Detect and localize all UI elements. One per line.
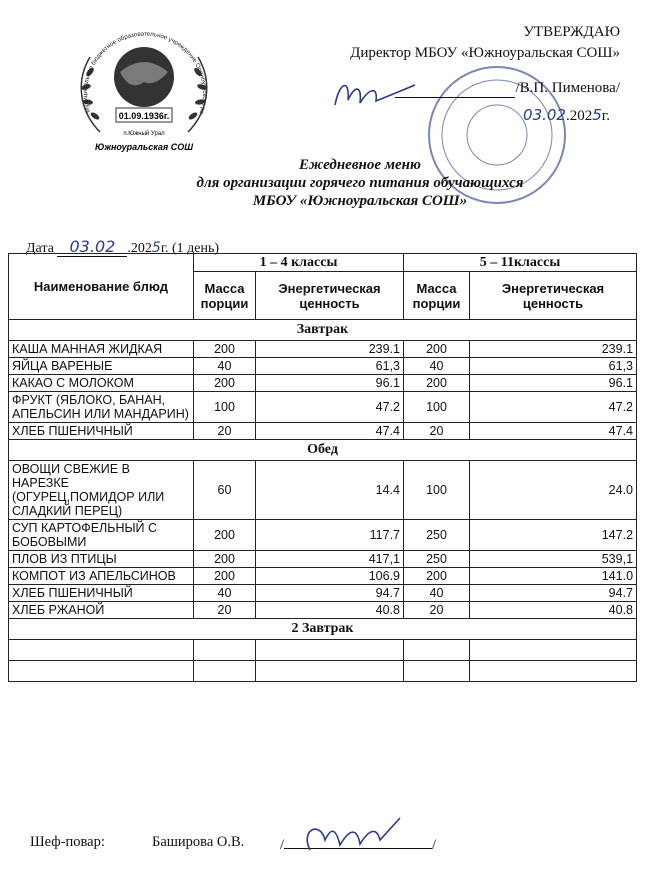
school-logo <box>60 12 228 170</box>
dish-name: ОВОЩИ СВЕЖИЕ В НАРЕЗКЕ (ОГУРЕЦ,ПОМИДОР ИЛИ СЛАДКИЙ ПЕРЕЦ) <box>9 461 194 520</box>
empty-row <box>9 661 637 682</box>
section-title: 2 Завтрак <box>9 619 637 640</box>
energy-5-11: 47.2 <box>470 392 637 423</box>
approval-date-year: .202 <box>565 108 593 124</box>
approval-title: УТВЕРЖДАЮ <box>523 24 620 40</box>
energy-5-11: 94.7 <box>470 585 637 602</box>
chef-name: Баширова О.В. <box>152 834 245 850</box>
sig-close: / <box>432 837 437 853</box>
dish-name: ХЛЕБ ПШЕНИЧНЫЙ <box>9 585 194 602</box>
energy-1-4: 117.7 <box>256 520 404 551</box>
table-row <box>9 461 637 520</box>
energy-5-11: 239.1 <box>470 341 637 358</box>
section-title: Завтрак <box>9 320 637 341</box>
title-line-2: для организации горячего питания обучающихся <box>196 175 524 191</box>
approval-signer: /В.П. Пименова/ <box>515 80 620 96</box>
energy-1-4: 47.4 <box>256 423 404 440</box>
chef-label: Шеф-повар: <box>30 834 105 850</box>
energy-1-4: 96.1 <box>256 375 404 392</box>
mass-5-11: 100 <box>404 392 470 423</box>
table-row <box>9 392 637 423</box>
dish-name: КАКАО С МОЛОКОМ <box>9 375 194 392</box>
dish-name: СУП КАРТОФЕЛЬНЫЙ С БОБОВЫМИ <box>9 520 194 551</box>
header-mass: Масса порции <box>194 272 256 320</box>
mass-5-11: 250 <box>404 551 470 568</box>
energy-5-11: 61,3 <box>470 358 637 375</box>
dish-name: ПЛОВ ИЗ ПТИЦЫ <box>9 551 194 568</box>
approval-date-hand: 03.02 <box>523 106 566 124</box>
header-group-1-4: 1 – 4 классы <box>194 254 404 272</box>
date-hand: 03.02 <box>57 237 127 257</box>
mass-5-11: 250 <box>404 520 470 551</box>
mass-1-4: 60 <box>194 461 256 520</box>
mass-1-4: 40 <box>194 585 256 602</box>
mass-5-11: 100 <box>404 461 470 520</box>
date-label: Дата <box>26 241 54 256</box>
dish-name: ХЛЕБ РЖАНОЙ <box>9 602 194 619</box>
director-signature <box>330 75 420 115</box>
energy-1-4: 14.4 <box>256 461 404 520</box>
svg-text:п.Южный Урал: п.Южный Урал <box>123 131 165 137</box>
empty-cell <box>256 640 404 661</box>
approval-date <box>250 105 610 126</box>
empty-cell <box>404 640 470 661</box>
approval-position: Директор МБОУ «Южноуральская СОШ» <box>350 45 620 61</box>
section-row <box>9 320 637 341</box>
date-suffix: г. (1 день) <box>160 241 220 256</box>
mass-5-11: 20 <box>404 423 470 440</box>
mass-1-4: 40 <box>194 358 256 375</box>
sig-open: / <box>280 837 285 853</box>
table-row <box>9 568 637 585</box>
mass-5-11: 200 <box>404 568 470 585</box>
empty-cell <box>194 661 256 682</box>
energy-1-4: 40.8 <box>256 602 404 619</box>
energy-1-4: 106.9 <box>256 568 404 585</box>
dish-name: ЯЙЦА ВАРЕНЫЕ <box>9 358 194 375</box>
empty-cell <box>470 640 637 661</box>
dish-name: КАША МАННАЯ ЖИДКАЯ <box>9 341 194 358</box>
mass-5-11: 200 <box>404 341 470 358</box>
energy-5-11: 40.8 <box>470 602 637 619</box>
menu-body <box>9 320 637 682</box>
empty-cell <box>9 640 194 661</box>
menu-table <box>8 253 637 682</box>
section-row <box>9 440 637 461</box>
empty-cell <box>9 661 194 682</box>
energy-1-4: 417,1 <box>256 551 404 568</box>
header-mass: Масса порции <box>404 272 470 320</box>
mass-5-11: 20 <box>404 602 470 619</box>
table-row <box>9 358 637 375</box>
energy-5-11: 47.4 <box>470 423 637 440</box>
table-row <box>9 423 637 440</box>
approval-date-suffix: г. <box>601 108 610 124</box>
mass-1-4: 200 <box>194 520 256 551</box>
energy-1-4: 94.7 <box>256 585 404 602</box>
energy-5-11: 96.1 <box>470 375 637 392</box>
header-group-5-11: 5 – 11классы <box>404 254 637 272</box>
date-year: .202 <box>127 241 152 256</box>
date-year-hand: 5 <box>151 240 161 256</box>
header-energy: Энергетическая ценность <box>470 272 637 320</box>
svg-text:Южноуральская СОШ: Южноуральская СОШ <box>94 142 194 152</box>
section-title: Обед <box>9 440 637 461</box>
energy-1-4: 47.2 <box>256 392 404 423</box>
empty-cell <box>470 661 637 682</box>
mass-1-4: 200 <box>194 568 256 585</box>
chef-signature <box>295 810 405 865</box>
dish-name: ХЛЕБ ПШЕНИЧНЫЙ <box>9 423 194 440</box>
energy-1-4: 239.1 <box>256 341 404 358</box>
svg-text:01.09.1936г.: 01.09.1936г. <box>118 111 170 121</box>
approval-date-year-hand: 5 <box>592 106 602 124</box>
title-line-1: Ежедневное меню <box>299 157 421 173</box>
table-row <box>9 520 637 551</box>
table-row <box>9 585 637 602</box>
mass-5-11: 40 <box>404 585 470 602</box>
dish-name: ФРУКТ (ЯБЛОКО, БАНАН, АПЕЛЬСИН ИЛИ МАНДАРИН) <box>9 392 194 423</box>
mass-1-4: 20 <box>194 423 256 440</box>
mass-1-4: 200 <box>194 375 256 392</box>
mass-1-4: 200 <box>194 341 256 358</box>
energy-1-4: 61,3 <box>256 358 404 375</box>
mass-5-11: 200 <box>404 375 470 392</box>
header-energy: Энергетическая ценность <box>256 272 404 320</box>
svg-text:Муниципальное бюджетное образо: Муниципальное бюджетное образовательное учреждение Оренбургского ра <box>81 30 209 116</box>
section-row <box>9 619 637 640</box>
mass-1-4: 20 <box>194 602 256 619</box>
approval-signer-row <box>250 78 620 99</box>
menu-title <box>0 156 645 210</box>
energy-5-11: 24.0 <box>470 461 637 520</box>
empty-cell <box>256 661 404 682</box>
title-line-3: МБОУ «Южноуральская СОШ» <box>252 193 468 209</box>
energy-5-11: 147.2 <box>470 520 637 551</box>
table-row <box>9 341 637 358</box>
empty-cell <box>404 661 470 682</box>
mass-5-11: 40 <box>404 358 470 375</box>
table-row <box>9 602 637 619</box>
mass-1-4: 200 <box>194 551 256 568</box>
dish-name: КОМПОТ ИЗ АПЕЛЬСИНОВ <box>9 568 194 585</box>
empty-cell <box>194 640 256 661</box>
header-dish: Наименование блюд <box>9 254 194 320</box>
energy-5-11: 141.0 <box>470 568 637 585</box>
mass-1-4: 100 <box>194 392 256 423</box>
energy-5-11: 539,1 <box>470 551 637 568</box>
approval-block <box>250 22 620 126</box>
empty-row <box>9 640 637 661</box>
table-row <box>9 375 637 392</box>
table-row <box>9 551 637 568</box>
